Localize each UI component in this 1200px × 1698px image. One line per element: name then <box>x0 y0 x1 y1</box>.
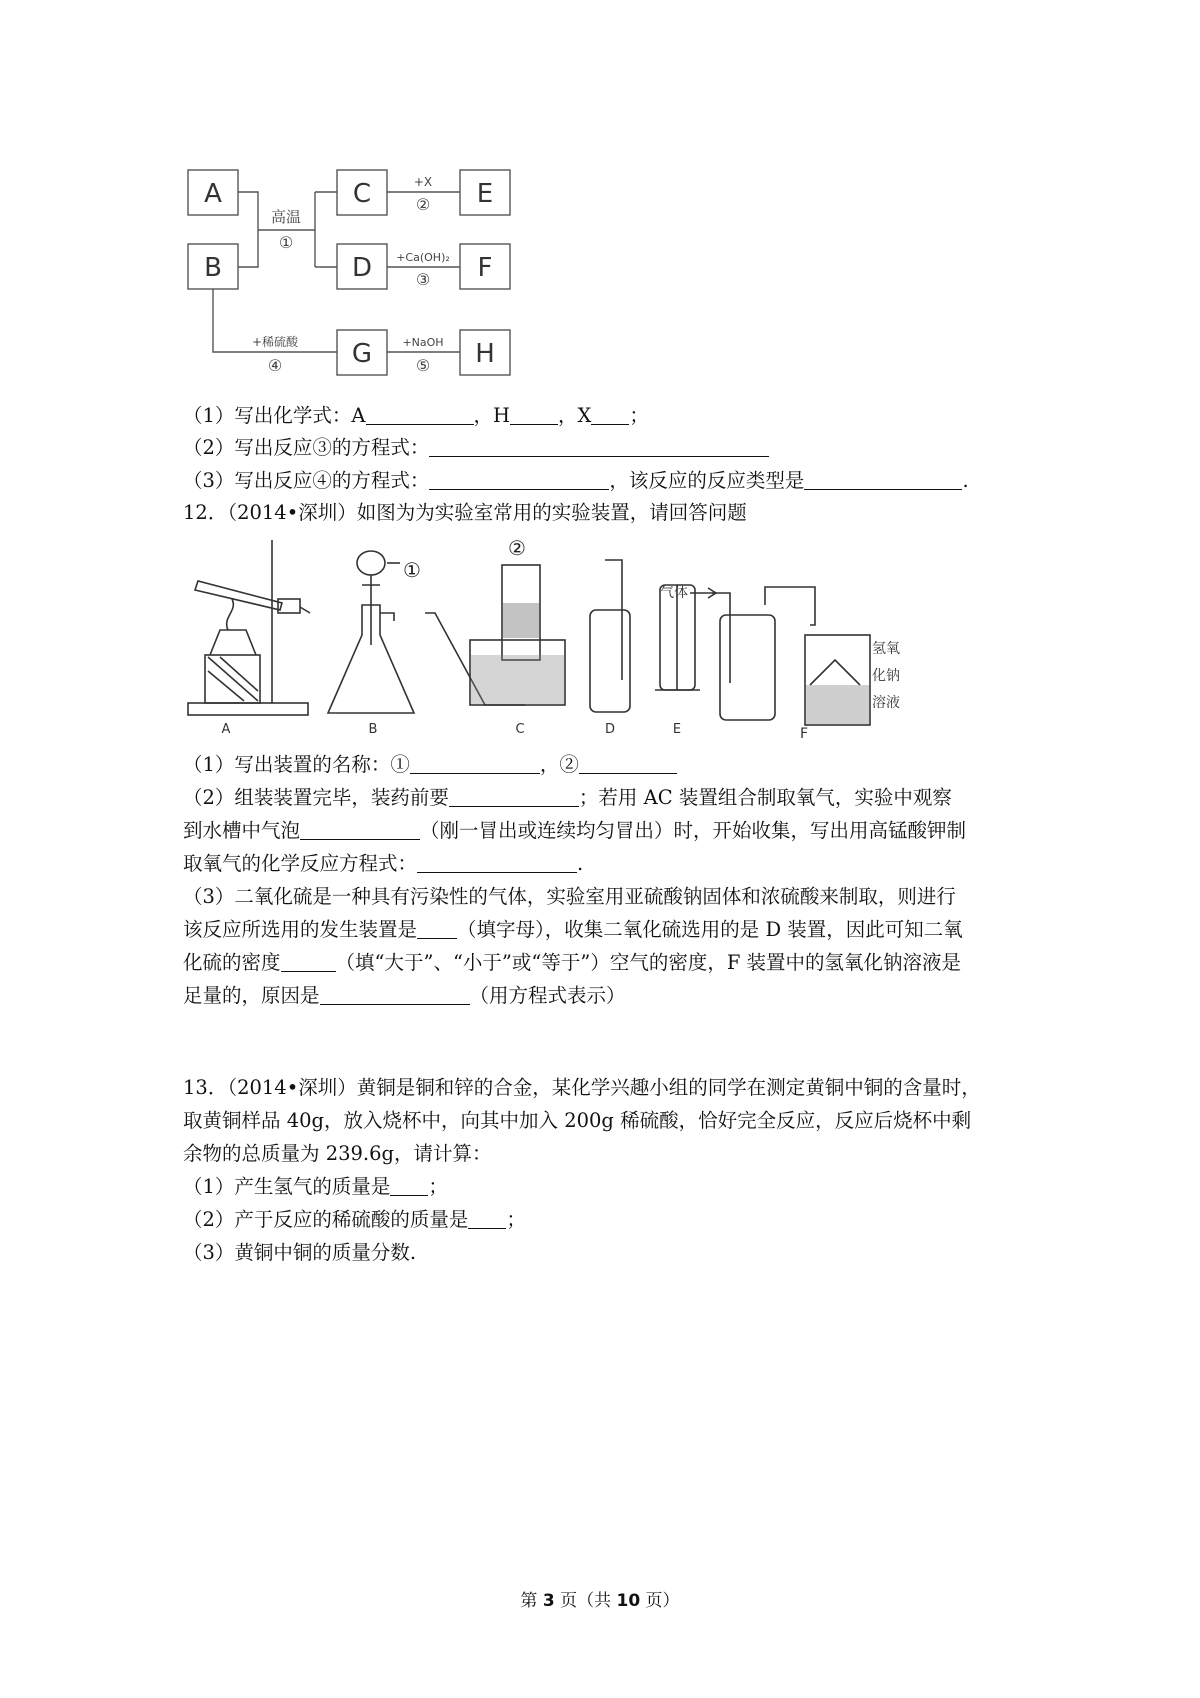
q12-part2-line2 <box>183 818 966 844</box>
q13-line1: 13．（2014•深圳）黄铜是铜和锌的合金，某化学兴趣小组的同学在测定黄铜中铜的含量时， <box>183 1076 981 1099</box>
step-1-label: ① <box>278 233 294 252</box>
answer-blank-equation-3[interactable] <box>429 436 769 457</box>
q13-part2 <box>183 1207 526 1233</box>
answer-blank-equation-4[interactable] <box>429 469 609 490</box>
q13-part2-text: （2）产于反应的稀硫酸的质量是 <box>183 1208 469 1231</box>
q12-title: 12．（2014•深圳）如图为为实验室常用的实验装置，请回答问题 <box>183 501 747 524</box>
naoh-label-2: 化钠 <box>872 668 900 684</box>
q12-part3-line3 <box>183 950 961 976</box>
answer-blank-bubbles[interactable] <box>300 819 420 840</box>
box-e-label: E <box>476 179 494 209</box>
q12-part2-line3 <box>183 851 583 877</box>
apparatus-f-bottle <box>720 615 775 720</box>
apparatus-f-figure <box>660 565 900 742</box>
q11-part3-end: . <box>962 469 969 492</box>
box-b-label: B <box>204 253 222 283</box>
q11-part1 <box>183 403 649 429</box>
page-footer <box>0 1586 1200 1611</box>
q12-part2-text1: （2）组装装置完毕，装药前要 <box>183 786 449 809</box>
box-h-label: H <box>475 339 495 369</box>
apparatus-label-b: B <box>368 722 378 737</box>
q11-part3-type-text: ，该反应的反应类型是 <box>609 469 805 492</box>
q13-part1-text: （1）产生氢气的质量是 <box>183 1175 391 1198</box>
apparatus-label-a: A <box>221 722 231 737</box>
q12-part2-text3: 到水槽中气泡 <box>183 819 301 842</box>
apparatus-label-f: F <box>800 726 809 742</box>
q12-part3-text2: （填字母），收集二氧化硫选用的是 D 装置，因此可知二氧 <box>457 918 963 941</box>
answer-blank-a[interactable] <box>366 404 474 425</box>
q11-part1-text: （1）写出化学式：A <box>183 404 366 427</box>
box-g-label: G <box>351 339 373 369</box>
answer-blank-reaction-type[interactable] <box>804 469 962 490</box>
footer-suffix: 页） <box>640 1591 680 1611</box>
condition-caoh2: +Ca(OH)₂ <box>396 251 450 264</box>
answer-blank-kmno4-equation[interactable] <box>417 852 577 873</box>
box-a-label: A <box>204 179 222 209</box>
total-pages: 10 <box>616 1591 641 1611</box>
q12-part2-text4: （刚一冒出或连续均匀冒出）时，开始收集，写出用高锰酸钾制 <box>420 819 967 842</box>
apparatus-label-e: E <box>672 722 682 737</box>
answer-blank-h[interactable] <box>510 404 558 425</box>
answer-blank-device-1[interactable] <box>410 753 540 774</box>
q12-part1-text2: ，② <box>539 753 579 776</box>
step-5-label: ⑤ <box>415 356 431 375</box>
q12-part1-text: （1）写出装置的名称：① <box>183 753 410 776</box>
q13-part1-end: ； <box>428 1175 448 1198</box>
q12-part3-text5: 足量的，原因是 <box>183 984 320 1007</box>
q11-part1-h: ，H <box>473 404 511 427</box>
mark-1: ① <box>403 558 421 582</box>
apparatus-a-base <box>188 703 308 715</box>
q12-part3-text6: （用方程式表示） <box>469 984 626 1007</box>
answer-blank-x[interactable] <box>591 404 629 425</box>
q11-part2 <box>183 435 769 461</box>
page-number: 3 <box>542 1591 555 1611</box>
box-c-label: C <box>352 179 372 209</box>
q12-part3-text4: （填“大于”、“小于”或“等于”）空气的密度，F 装置中的氢氧化钠溶液是 <box>335 951 962 974</box>
condition-dilute-h2so4: +稀硫酸 <box>251 335 299 349</box>
q12-part1 <box>183 752 677 778</box>
condition-naoh: +NaOH <box>402 336 444 349</box>
flowchart-svg <box>178 150 518 390</box>
mark-2: ② <box>508 536 526 560</box>
apparatus-f-svg <box>660 565 900 742</box>
q12-part2-text5: 取氧气的化学反应方程式： <box>183 852 418 875</box>
footer-middle: 页（共 <box>554 1591 617 1611</box>
naoh-label-3: 溶液 <box>872 695 900 711</box>
q12-part3-line4 <box>183 983 626 1009</box>
q11-part1-end: ； <box>629 404 649 427</box>
q12-part3-line1: （3）二氧化硫是一种具有污染性的气体，实验室用亚硫酸钠固体和浓硫酸来制取，则进行 <box>183 885 956 908</box>
answer-blank-hydrogen-mass[interactable] <box>390 1175 428 1196</box>
naoh-label-1: 氢氧 <box>872 641 900 657</box>
q12-part3-line2 <box>183 917 963 943</box>
lab-apparatus-figure <box>180 535 740 735</box>
separatory-funnel <box>357 551 385 575</box>
q11-part1-x: ，X <box>558 404 592 427</box>
apparatus-a-tube <box>195 581 282 610</box>
gas-inlet-label: 气体 <box>660 585 688 601</box>
answer-blank-device-2[interactable] <box>579 753 677 774</box>
answer-blank-density[interactable] <box>281 951 336 972</box>
q12-part2-text2: ；若用 AC 装置组合制取氧气，实验中观察 <box>578 786 952 809</box>
box-f-label: F <box>477 253 493 283</box>
answer-blank-check[interactable] <box>449 786 579 807</box>
apparatus-label-d: D <box>604 722 616 737</box>
q13-part2-end: ； <box>506 1208 526 1231</box>
condition-x: +X <box>413 175 433 189</box>
q13-line3: 余物的总质量为 239.6g，请计算： <box>183 1142 492 1165</box>
condition-high-temp: 高温 <box>270 208 302 226</box>
reaction-flowchart <box>178 150 518 390</box>
step-2-label: ② <box>415 195 431 214</box>
answer-blank-acid-mass[interactable] <box>468 1208 506 1229</box>
q13-part1 <box>183 1174 448 1200</box>
apparatus-svg <box>180 535 740 735</box>
apparatus-label-c: C <box>515 722 525 737</box>
footer-prefix: 第 <box>520 1591 543 1611</box>
q11-part2-text: （2）写出反应③的方程式： <box>183 436 430 459</box>
q12-part3-text3: 化硫的密度 <box>183 951 281 974</box>
step-4-label: ④ <box>267 356 283 375</box>
q13-part3: （3）黄铜中铜的质量分数. <box>183 1241 417 1264</box>
apparatus-d-bottle <box>590 610 630 712</box>
answer-blank-generator[interactable] <box>417 918 457 939</box>
q12-part2-line1 <box>183 785 952 811</box>
q13-line2: 取黄铜样品 40g，放入烧杯中，向其中加入 200g 稀硫酸，恰好完全反应，反应后烧杯中剩 <box>183 1109 972 1132</box>
step-3-label: ③ <box>415 270 431 289</box>
q11-part3-text: （3）写出反应④的方程式： <box>183 469 430 492</box>
q12-part3-text1: 该反应所选用的发生装置是 <box>183 918 418 941</box>
q12-part2-end: . <box>577 852 584 875</box>
answer-blank-reason-equation[interactable] <box>320 984 470 1005</box>
q11-part3 <box>183 468 969 494</box>
box-d-label: D <box>351 253 373 283</box>
